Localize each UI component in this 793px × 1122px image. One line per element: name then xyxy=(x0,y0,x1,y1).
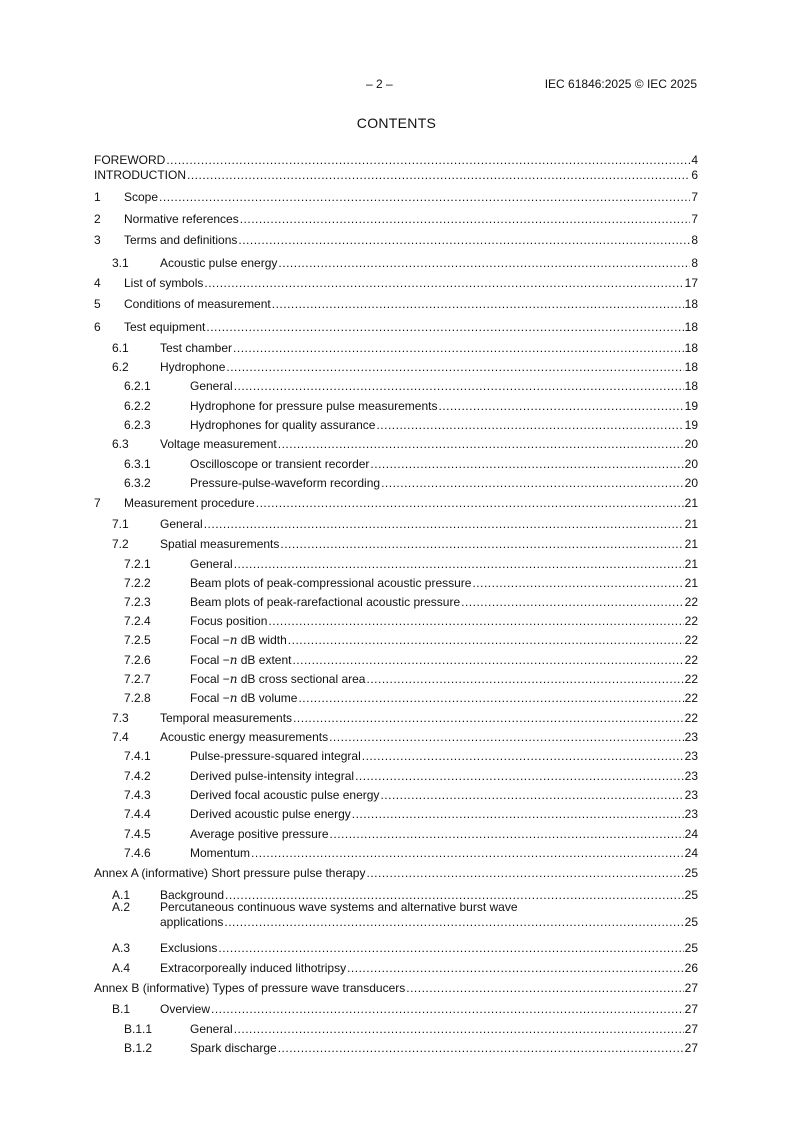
toc-entry-label: Percutaneous continuous wave systems and alternative burst wave xyxy=(160,900,518,914)
toc-entry-page: 18 xyxy=(684,360,698,374)
toc-entry-label: Terms and definitions xyxy=(124,233,238,247)
leader-dots xyxy=(224,915,683,929)
leader-dots xyxy=(280,537,683,551)
toc-entry-number: 7 xyxy=(94,496,101,510)
toc-entry-page: 19 xyxy=(684,418,698,432)
leader-dots xyxy=(370,457,683,471)
toc-entry[interactable] xyxy=(94,517,698,531)
toc-entry-label: Background xyxy=(160,888,225,902)
toc-entry-number: 7.2.4 xyxy=(124,614,151,628)
toc-entry-label: Scope xyxy=(124,190,159,204)
leader-dots xyxy=(362,749,684,763)
toc-entry-page: 23 xyxy=(684,749,698,763)
toc-entry-page: 23 xyxy=(684,769,698,783)
leader-dots xyxy=(278,1041,684,1055)
toc-entry-label: Hydrophone for pressure pulse measurements xyxy=(190,399,438,413)
leader-dots xyxy=(472,576,683,590)
toc-entry-page: 22 xyxy=(684,595,698,609)
page-number: – 2 – xyxy=(366,77,393,91)
toc-entry-label: General xyxy=(190,379,233,393)
toc-entry[interactable] xyxy=(94,711,698,725)
toc-entry-page: 19 xyxy=(684,399,698,413)
toc-entry-label: INTRODUCTION xyxy=(94,168,186,182)
toc-entry-page: 4 xyxy=(691,153,698,167)
toc-entry[interactable] xyxy=(94,730,698,744)
leader-dots xyxy=(381,476,684,490)
toc-entry-number: A.2 xyxy=(112,900,131,914)
toc-entry-number: 6.3.2 xyxy=(124,476,151,490)
toc-entry-label: Focus position xyxy=(190,614,268,628)
leader-dots xyxy=(347,961,684,975)
toc-entry-label: Test chamber xyxy=(160,341,233,355)
toc-entry-page: 27 xyxy=(684,1041,698,1055)
toc-entry-page: 7 xyxy=(691,212,698,226)
toc-entry-page: 22 xyxy=(684,711,698,725)
toc-entry-page: 20 xyxy=(684,457,698,471)
toc-entry-number: 6.2 xyxy=(112,360,129,374)
toc-entry[interactable] xyxy=(94,827,698,841)
toc-entry[interactable] xyxy=(94,276,698,290)
leader-dots xyxy=(238,233,690,247)
leader-dots xyxy=(366,672,683,686)
toc-entry[interactable] xyxy=(94,576,698,590)
toc-entry-number: 1 xyxy=(94,190,101,204)
toc-entry-number: 3 xyxy=(94,233,101,247)
toc-entry[interactable] xyxy=(94,233,698,247)
toc-entry[interactable] xyxy=(94,437,698,451)
toc-entry-page: 27 xyxy=(684,981,698,995)
toc-entry-label: Temporal measurements xyxy=(160,711,293,725)
standard-reference: IEC 61846:2025 © IEC 2025 xyxy=(544,77,697,91)
toc-entry[interactable] xyxy=(94,961,698,975)
toc-entry-number: 7.4 xyxy=(112,730,129,744)
toc-entry-page: 20 xyxy=(684,437,698,451)
toc-entry-label: Measurement procedure xyxy=(124,496,255,510)
leader-dots xyxy=(352,807,684,821)
toc-entry-number: 7.2.7 xyxy=(124,672,151,686)
toc-entry[interactable] xyxy=(94,1022,698,1036)
toc-entry-label: List of symbols xyxy=(124,276,204,290)
toc-entry-number: 7.2.6 xyxy=(124,653,151,667)
toc-entry[interactable] xyxy=(94,614,698,628)
toc-entry-page: 22 xyxy=(684,614,698,628)
toc-entry-number: 6.3.1 xyxy=(124,457,151,471)
toc-entry-number: B.1 xyxy=(112,1002,131,1016)
toc-entry-page: 8 xyxy=(691,233,698,247)
leader-dots xyxy=(330,827,684,841)
toc-entry[interactable] xyxy=(94,168,698,182)
leader-dots xyxy=(234,1022,684,1036)
toc-entry-number: 6.2.3 xyxy=(124,418,151,432)
toc-entry-page: 21 xyxy=(684,496,698,510)
toc-entry-page: 22 xyxy=(684,691,698,705)
toc-entry-label: Normative references xyxy=(124,212,239,226)
toc-entry-page: 17 xyxy=(684,276,698,290)
toc-entry[interactable] xyxy=(94,788,698,802)
toc-entry-page: 20 xyxy=(684,476,698,490)
toc-entry-page: 27 xyxy=(684,1002,698,1016)
toc-entry[interactable] xyxy=(94,212,698,226)
toc-entry-number: 7.1 xyxy=(112,517,129,531)
leader-dots xyxy=(376,418,683,432)
toc-entry-label: General xyxy=(160,517,203,531)
leader-dots xyxy=(461,595,684,609)
leader-dots xyxy=(187,168,690,182)
toc-entry-page: 21 xyxy=(684,557,698,571)
toc-entry-page: 23 xyxy=(684,807,698,821)
toc-entry-label: FOREWORD xyxy=(94,153,166,167)
toc-entry-label: Overview xyxy=(160,1002,211,1016)
toc-entry-number: 7.4.2 xyxy=(124,769,151,783)
symbol-n: n xyxy=(229,653,238,667)
leader-dots xyxy=(256,496,684,510)
toc-entry[interactable] xyxy=(94,379,698,393)
toc-entry-label: Voltage measurement xyxy=(160,437,277,451)
toc-entry-label: Focal −n dB cross sectional area xyxy=(190,672,366,686)
toc-entry-page: 25 xyxy=(684,888,698,902)
toc-entry-page: 26 xyxy=(684,961,698,975)
toc-entry-label: Focal −n dB volume xyxy=(190,691,298,705)
leader-dots xyxy=(272,297,684,311)
toc-entry-number: 7.2.5 xyxy=(124,633,151,647)
toc-entry-label: Annex A (informative) Short pressure pulse therapy xyxy=(94,866,366,880)
toc-entry-page: 21 xyxy=(684,517,698,531)
toc-entry[interactable] xyxy=(94,691,698,705)
symbol-n: n xyxy=(229,672,238,686)
leader-dots xyxy=(218,941,683,955)
toc-entry-label: Annex B (informative) Types of pressure wave transducers xyxy=(94,981,406,995)
toc-entry[interactable] xyxy=(94,457,698,471)
leader-dots xyxy=(226,360,683,374)
toc-entry[interactable] xyxy=(94,653,698,667)
leader-dots xyxy=(298,691,683,705)
leader-dots xyxy=(293,711,684,725)
leader-dots xyxy=(380,788,683,802)
leader-dots xyxy=(406,981,683,995)
toc-entry-page: 25 xyxy=(684,941,698,955)
toc-entry-page: 8 xyxy=(691,256,698,270)
toc-entry[interactable] xyxy=(94,418,698,432)
toc-entry-page: 7 xyxy=(691,190,698,204)
leader-dots xyxy=(204,276,683,290)
toc-entry[interactable] xyxy=(94,672,698,686)
toc-entry[interactable] xyxy=(94,190,698,204)
toc-entry-label: Pressure-pulse-waveform recording xyxy=(190,476,381,490)
toc-entry-label: Spatial measurements xyxy=(160,537,280,551)
toc-entry-page: 22 xyxy=(684,653,698,667)
toc-entry-label: Derived focal acoustic pulse energy xyxy=(190,788,380,802)
toc-entry-label: Derived acoustic pulse energy xyxy=(190,807,351,821)
toc-entry-continuation[interactable] xyxy=(94,915,698,929)
toc-entry-number: 6.2.2 xyxy=(124,399,151,413)
toc-entry-page: 27 xyxy=(684,1022,698,1036)
toc-entry[interactable] xyxy=(94,341,698,355)
toc-entry[interactable] xyxy=(94,807,698,821)
contents-title: CONTENTS xyxy=(356,115,437,131)
toc-entry-page: 21 xyxy=(684,537,698,551)
leader-dots xyxy=(159,190,690,204)
toc-entry-number: 4 xyxy=(94,276,101,290)
leader-dots xyxy=(233,341,684,355)
toc-entry-number: 7.2.8 xyxy=(124,691,151,705)
toc-entry-label: Acoustic pulse energy xyxy=(160,256,278,270)
leader-dots xyxy=(355,769,684,783)
toc-entry-page: 6 xyxy=(691,168,698,182)
toc-entry[interactable] xyxy=(94,557,698,571)
toc-entry-number: 6 xyxy=(94,320,101,334)
toc-entry-number: 7.2.1 xyxy=(124,557,151,571)
toc-entry-label: General xyxy=(190,557,233,571)
toc-entry-number: 7.2 xyxy=(112,537,129,551)
toc-entry[interactable] xyxy=(94,360,698,374)
toc-entry-label: Pulse-pressure-squared integral xyxy=(190,749,361,763)
leader-dots xyxy=(438,399,683,413)
toc-entry-label: Focal −n dB width xyxy=(190,633,287,647)
toc-entry[interactable] xyxy=(94,633,698,647)
toc-entry-label: Hydrophones for quality assurance xyxy=(190,418,376,432)
leader-dots xyxy=(278,256,690,270)
toc-entry-label: Exclusions xyxy=(160,941,218,955)
toc-entry-label: applications xyxy=(160,915,224,929)
leader-dots xyxy=(288,633,684,647)
toc-entry-page: 24 xyxy=(684,846,698,860)
toc-entry-page: 18 xyxy=(684,297,698,311)
toc-entry-label: Beam plots of peak-rarefactional acoustic pressure xyxy=(190,595,461,609)
leader-dots xyxy=(292,653,683,667)
toc-entry-number: 7.4.5 xyxy=(124,827,151,841)
toc-entry-page: 21 xyxy=(684,576,698,590)
toc-entry[interactable] xyxy=(94,476,698,490)
toc-entry-page: 25 xyxy=(684,915,698,929)
toc-entry-number: 7.2.3 xyxy=(124,595,151,609)
toc-entry-number: 7.4.1 xyxy=(124,749,151,763)
toc-entry[interactable] xyxy=(94,900,698,914)
toc-entry-page: 18 xyxy=(684,320,698,334)
toc-entry[interactable] xyxy=(94,537,698,551)
toc-entry[interactable] xyxy=(94,981,698,995)
toc-entry-label: Derived pulse-intensity integral xyxy=(190,769,355,783)
toc-entry-page: 22 xyxy=(684,672,698,686)
toc-entry[interactable] xyxy=(94,769,698,783)
symbol-n: n xyxy=(229,691,238,705)
toc-entry[interactable] xyxy=(94,256,698,270)
toc-entry-page: 23 xyxy=(684,730,698,744)
leader-dots xyxy=(268,614,683,628)
toc-entry[interactable] xyxy=(94,1002,698,1016)
toc-entry-number: A.3 xyxy=(112,941,131,955)
toc-entry-number: 7.4.3 xyxy=(124,788,151,802)
leader-dots xyxy=(204,517,684,531)
toc-entry[interactable] xyxy=(94,399,698,413)
toc-entry[interactable] xyxy=(94,941,698,955)
toc-entry-number: A.1 xyxy=(112,888,131,902)
toc-entry-label: Conditions of measurement xyxy=(124,297,271,311)
toc-entry-label: Hydrophone xyxy=(160,360,226,374)
toc-entry-number: 5 xyxy=(94,297,101,311)
toc-entry-label: Beam plots of peak-compressional acoustic pressure xyxy=(190,576,472,590)
toc-entry-page: 22 xyxy=(684,633,698,647)
toc-entry-number: 6.1 xyxy=(112,341,129,355)
toc-entry[interactable] xyxy=(94,866,698,880)
toc-entry-page: 25 xyxy=(684,866,698,880)
leader-dots xyxy=(329,730,684,744)
leader-dots xyxy=(206,320,683,334)
toc-entry-number: 2 xyxy=(94,212,101,226)
toc-entry[interactable] xyxy=(94,595,698,609)
leader-dots xyxy=(234,557,684,571)
toc-entry[interactable] xyxy=(94,320,698,334)
leader-dots xyxy=(240,212,691,226)
toc-entry-number: 3.1 xyxy=(112,256,129,270)
leader-dots xyxy=(234,379,684,393)
toc-entry-number: 7.4.6 xyxy=(124,846,151,860)
toc-entry-label: Extracorporeally induced lithotripsy xyxy=(160,961,347,975)
toc-entry-page: 24 xyxy=(684,827,698,841)
toc-entry-number: A.4 xyxy=(112,961,131,975)
toc-entry-label: General xyxy=(190,1022,233,1036)
toc-entry-label: Momentum xyxy=(190,846,251,860)
toc-entry[interactable] xyxy=(94,297,698,311)
toc-entry-label: Test equipment xyxy=(124,320,206,334)
toc-entry-number: 6.3 xyxy=(112,437,129,451)
toc-entry[interactable] xyxy=(94,846,698,860)
toc-entry-label: Spark discharge xyxy=(190,1041,277,1055)
leader-dots xyxy=(366,866,683,880)
leader-dots xyxy=(166,153,690,167)
toc-entry-number: 6.2.1 xyxy=(124,379,151,393)
toc-entry-label: Average positive pressure xyxy=(190,827,329,841)
toc-entry-number: 7.4.4 xyxy=(124,807,151,821)
leader-dots xyxy=(251,846,684,860)
toc-entry-number: B.1.1 xyxy=(124,1022,153,1036)
toc-entry-page: 18 xyxy=(684,341,698,355)
toc-entry[interactable] xyxy=(94,1041,698,1055)
symbol-n: n xyxy=(229,633,238,647)
toc-entry[interactable] xyxy=(94,153,698,167)
leader-dots xyxy=(278,437,684,451)
toc-entry-label: Focal −n dB extent xyxy=(190,653,292,667)
toc-entry-number: B.1.2 xyxy=(124,1041,153,1055)
toc-entry[interactable] xyxy=(94,496,698,510)
toc-entry[interactable] xyxy=(94,749,698,763)
toc-entry-label: Oscilloscope or transient recorder xyxy=(190,457,370,471)
toc-entry-page: 23 xyxy=(684,788,698,802)
toc-entry-number: 7.3 xyxy=(112,711,129,725)
toc-entry-page: 18 xyxy=(684,379,698,393)
toc-entry-label: Acoustic energy measurements xyxy=(160,730,329,744)
leader-dots xyxy=(211,1002,684,1016)
toc-entry-number: 7.2.2 xyxy=(124,576,151,590)
